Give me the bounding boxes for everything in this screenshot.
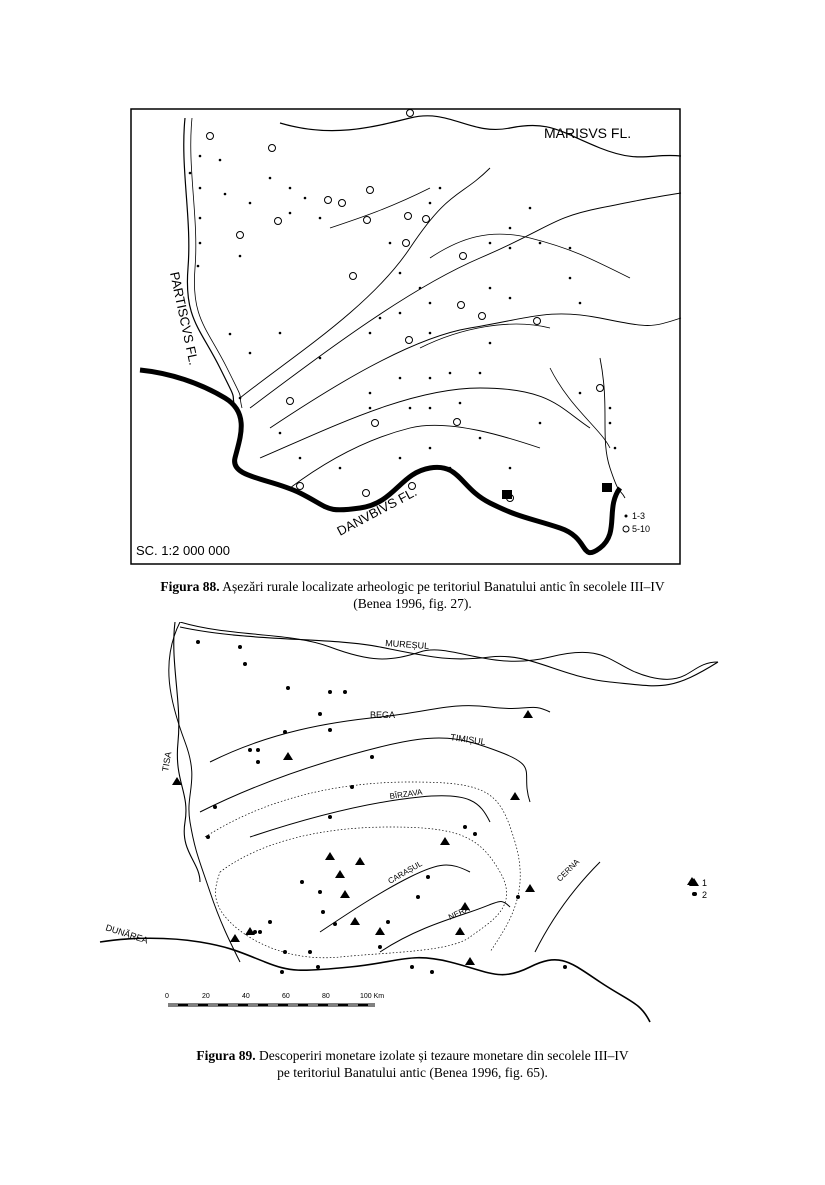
scale-tick-40: 40 bbox=[242, 993, 250, 1000]
tisa-label: TISA bbox=[160, 750, 174, 773]
caption-text: Descoperiri monetare izolate și tezaure monetare din secolele III–IV bbox=[259, 1048, 629, 1063]
caption-label: Figura 88. bbox=[160, 579, 220, 594]
territory-border bbox=[169, 622, 718, 962]
birzava-river bbox=[250, 796, 490, 837]
nera-river bbox=[380, 902, 510, 952]
bega-label: BEGA bbox=[370, 710, 396, 720]
scale-tick-60: 60 bbox=[282, 993, 290, 1000]
find-points bbox=[172, 640, 697, 974]
legend-label-triangle: 1 bbox=[702, 878, 708, 888]
map-legend bbox=[623, 511, 650, 534]
marisus-label: MARISVS FL. bbox=[544, 125, 632, 141]
legend-label-dot: 2 bbox=[702, 890, 708, 900]
scale-tick-100: 100 Km bbox=[360, 993, 385, 1000]
dunarea-river bbox=[100, 938, 650, 1022]
nera-label: NERA bbox=[447, 904, 471, 922]
figure-88-caption bbox=[0, 578, 825, 612]
caption-text: Așezări rurale localizate arheologic pe teritoriul Banatului antic în secolele III–IV bbox=[222, 579, 665, 594]
figure-89-caption bbox=[0, 1047, 825, 1081]
muresul-river bbox=[180, 627, 718, 686]
carasul-label: CARAȘUL bbox=[386, 859, 424, 886]
tisa-river bbox=[174, 622, 200, 882]
danubius-label: DANVBIVS FL. bbox=[334, 484, 420, 539]
settlement-points bbox=[189, 110, 617, 502]
scale-bar bbox=[165, 993, 384, 1005]
timisul-label: TIMIȘUL bbox=[449, 732, 487, 747]
figure-88-map bbox=[130, 108, 682, 565]
cerna-label: CERNA bbox=[555, 857, 582, 884]
muresul-label: MUREȘUL bbox=[384, 638, 430, 652]
scale-tick-20: 20 bbox=[202, 993, 210, 1000]
partiscus-label: PARTISCVS FL. bbox=[167, 270, 202, 367]
dunarea-label: DUNĂREA bbox=[104, 922, 150, 946]
legend-label-large: 5-10 bbox=[632, 524, 651, 534]
figure-89-map bbox=[90, 622, 730, 1042]
scale-text: SC. 1:2 000 000 bbox=[136, 543, 230, 558]
danubius-river bbox=[140, 370, 620, 553]
caption-reference: (Benea 1996, fig. 27). bbox=[353, 596, 472, 611]
legend-label-small: 1-3 bbox=[632, 511, 646, 521]
caption-reference: pe teritoriul Banatului antic (Benea 1996, fig. 65). bbox=[277, 1065, 548, 1080]
birzava-label: BÎRZAVA bbox=[389, 787, 424, 801]
caption-label: Figura 89. bbox=[196, 1048, 256, 1063]
scale-tick-80: 80 bbox=[322, 993, 330, 1000]
scale-tick-0: 0 bbox=[165, 993, 169, 1000]
